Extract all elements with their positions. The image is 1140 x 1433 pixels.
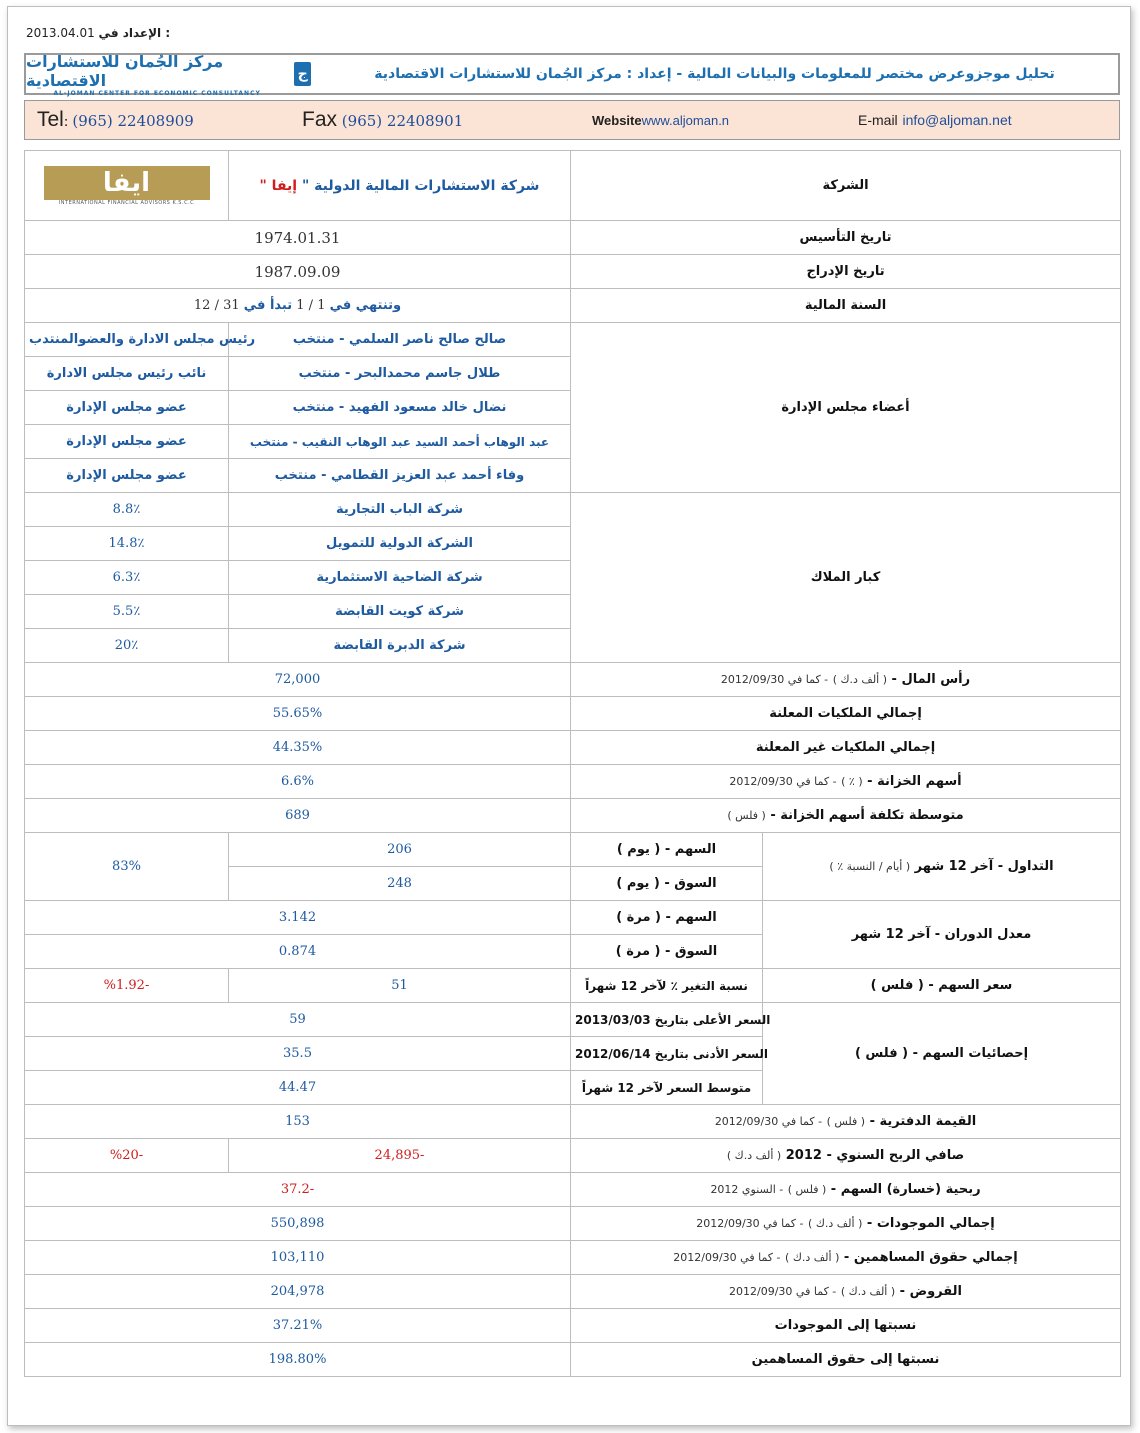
owner-pct: 20٪	[25, 629, 229, 663]
trading-stock-value: 206	[229, 833, 571, 867]
assets-row	[25, 1207, 1121, 1241]
trading-stock-label: السهم - ( يوم )	[571, 833, 763, 867]
fax-value: (965) 22408901	[341, 112, 464, 130]
company-label: الشركة	[571, 151, 1121, 221]
eps-value: 37.2-	[25, 1173, 571, 1207]
company-row	[25, 151, 1121, 221]
board-role: نائب رئيس مجلس الادارة	[25, 357, 229, 391]
trading-label-text: التداول - آخر 12 شهر	[914, 859, 1054, 874]
stats-high-label: السعر الأعلى بتاريخ 2013/03/03	[571, 1003, 763, 1037]
owner-name: شركة الضاحية الاستثمارية	[229, 561, 571, 595]
loans-equity-value: 198.80%	[25, 1343, 571, 1377]
treasury-cost-value: 689	[25, 799, 571, 833]
fy-mid: وتنتهي في	[329, 298, 402, 313]
net-profit-pct: %20-	[25, 1139, 229, 1173]
eps-asof: - السنوي 2012	[710, 1183, 784, 1196]
profit-label-text: صافي الربح السنوي - 2012	[785, 1148, 965, 1163]
aljoman-logo-icon: ج	[294, 62, 311, 86]
listed-value: 1987.09.09	[25, 255, 571, 289]
trading-market-label: السوق - ( يوم )	[571, 867, 763, 901]
book-asof: - كما في 2012/09/30	[714, 1115, 823, 1128]
treasury-unit: ( ٪ )	[841, 775, 863, 788]
stats-low-label: السعر الأدنى بتاريخ 2012/06/14	[571, 1037, 763, 1071]
board-role: عضو مجلس الإدارة	[25, 391, 229, 425]
board-label: أعضاء مجلس الإدارة	[571, 323, 1121, 493]
price-change-label: نسبة التغير ٪ لآخر 12 شهراً	[571, 969, 763, 1003]
loans-unit: ( ألف د.ك )	[840, 1285, 896, 1298]
turnover-row	[25, 901, 1121, 935]
price-row	[25, 969, 1121, 1003]
stats-label: إحصائيات السهم - ( فلس )	[763, 1003, 1121, 1105]
owner-name: شركة الدبرة القابضة	[229, 629, 571, 663]
equity-label: إجمالي حقوق المساهمين - ( ألف د.ك ) - كما في 2012/09/30	[571, 1241, 1121, 1275]
turnover-label: معدل الدوران - آخر 12 شهر	[763, 901, 1121, 969]
owner-pct: 8.8٪	[25, 493, 229, 527]
unlisted-ownership-row	[25, 731, 1121, 765]
trading-market-value: 248	[229, 867, 571, 901]
aljoman-logo-subtext: AL-JOMAN CENTER FOR ECONOMIC CONSULTANCY	[53, 89, 261, 97]
loans-assets-value: 37.21%	[25, 1309, 571, 1343]
board-role: رئيس مجلس الادارة والعضوالمنتدب	[25, 323, 229, 357]
fiscal-year-row	[25, 289, 1121, 323]
eps-label-text: ربحية (خسارة) السهم	[840, 1182, 981, 1197]
stats-low-value: 35.5	[25, 1037, 571, 1071]
board-member: نضال خالد مسعود الفهيد - منتخب	[229, 391, 571, 425]
board-role: عضو مجلس الإدارة	[25, 425, 229, 459]
stats-avg-label: متوسط السعر لآخر 12 شهراً	[571, 1071, 763, 1105]
turnover-market-label: السوق - ( مرة )	[571, 935, 763, 969]
trading-label	[763, 833, 1121, 901]
fiscal-year-value	[25, 289, 571, 323]
contact-bar	[24, 100, 1120, 140]
net-profit-row	[25, 1139, 1121, 1173]
board-member: وفاء أحمد عبد العزيز القطامي - منتخب	[229, 459, 571, 493]
treasury-cost-label: متوسطة تكلفة أسهم الخزانة - ( فلس )	[571, 799, 1121, 833]
loans-equity-label: نسبتها إلى حقوق المساهمين	[571, 1343, 1121, 1377]
book-unit: ( فلس )	[826, 1115, 866, 1128]
owners-label: كبار الملاك	[571, 493, 1121, 663]
listed-label: تاريخ الإدراج	[571, 255, 1121, 289]
price-change-value: %1.92-	[25, 969, 229, 1003]
assets-unit: ( ألف د.ك )	[808, 1217, 863, 1230]
contact-website[interactable]	[592, 111, 858, 129]
trading-ratio: 83%	[25, 833, 229, 901]
stats-row	[25, 1003, 1121, 1037]
capital-asof: - كما في 2012/09/30	[720, 673, 829, 686]
assets-value: 550,898	[25, 1207, 571, 1241]
price-label: سعر السهم - ( فلس )	[763, 969, 1121, 1003]
loans-label-text: القروض	[909, 1284, 962, 1299]
website-label: Website	[592, 113, 642, 128]
treasury-cost-row	[25, 799, 1121, 833]
board-row	[25, 323, 1121, 357]
header-bar	[24, 53, 1120, 95]
capital-unit: ( ألف د.ك )	[832, 673, 888, 686]
aljoman-logo-text: مركز الجُمان للاستشارات الاقتصادية	[26, 51, 224, 90]
prepared-label: الإعداد في :	[98, 26, 171, 40]
eps-unit: ( فلس )	[787, 1183, 827, 1196]
book-value-label: القيمة الدفترية - ( فلس ) - كما في 2012/09/30	[571, 1105, 1121, 1139]
tel-label: Tel	[37, 108, 64, 131]
founded-row	[25, 221, 1121, 255]
owner-name: شركة كويت القابضة	[229, 595, 571, 629]
book-value: 153	[25, 1105, 571, 1139]
owner-pct: 14.8٪	[25, 527, 229, 561]
board-member: عبد الوهاب أحمد السيد عبد الوهاب النقيب - منتخب	[229, 425, 571, 459]
header-title: تحليل موجزوعرض مختصر للمعلومات والبيانات المالية - إعداد : مركز الجُمان للاستشارات الاقتصادية	[374, 66, 1055, 82]
treasury-asof: - كما في 2012/09/30	[729, 775, 837, 788]
ifa-logo	[44, 161, 210, 211]
assets-asof: - كما في 2012/09/30	[696, 1217, 804, 1230]
board-member: طلال جاسم محمدالبحر - منتخب	[229, 357, 571, 391]
fiscal-year-label: السنة المالية	[571, 289, 1121, 323]
ifa-logo-glyph: ايفا	[44, 166, 210, 200]
founded-label: تاريخ التأسيس	[571, 221, 1121, 255]
company-name-cell	[229, 151, 571, 221]
contact-email[interactable]	[858, 111, 1012, 129]
contact-fax	[302, 108, 592, 132]
unlisted-ownership-label: إجمالي الملكيات غير المعلنة	[571, 731, 1121, 765]
owner-pct: 5.5٪	[25, 595, 229, 629]
eps-label: ربحية (خسارة) السهم - ( فلس ) - السنوي 2012	[571, 1173, 1121, 1207]
listed-ownership-value: 55.65%	[25, 697, 571, 731]
board-member: صالح صالح ناصر السلمي - منتخب	[229, 323, 571, 357]
turnover-stock-value: 3.142	[25, 901, 571, 935]
prepared-date-value: 2013.04.01	[26, 26, 95, 40]
treasury-cost-label-text: متوسطة تكلفة أسهم الخزانة	[780, 808, 964, 823]
fax-label: Fax	[302, 108, 338, 131]
equity-unit: ( ألف د.ك )	[785, 1251, 840, 1264]
eps-row	[25, 1173, 1121, 1207]
company-name	[260, 178, 540, 194]
company-logo-cell	[25, 151, 229, 221]
tel-value: (965) 22408909	[72, 112, 194, 130]
equity-row	[25, 1241, 1121, 1275]
contact-tel: Tel: (965) 22408909	[37, 108, 194, 131]
capital-label-text: رأس المال	[901, 672, 971, 687]
owner-row	[25, 493, 1121, 527]
capital-row	[25, 663, 1121, 697]
turnover-stock-label: السهم - ( مرة )	[571, 901, 763, 935]
book-label-text: القيمة الدفترية	[879, 1114, 977, 1129]
turnover-market-value: 0.874	[25, 935, 571, 969]
fy-end: 12 / 31	[193, 298, 240, 313]
capital-label: رأس المال - ( ألف د.ك ) - كما في 2012/09/30	[571, 663, 1121, 697]
aljoman-logo	[26, 51, 311, 97]
loans-assets-row	[25, 1309, 1121, 1343]
listed-ownership-label: إجمالي الملكيات المعلنة	[571, 697, 1121, 731]
company-profile-table	[24, 150, 1121, 1377]
unlisted-ownership-value: 44.35%	[25, 731, 571, 765]
email-link[interactable]: info@aljoman.net	[902, 112, 1012, 128]
board-role: عضو مجلس الإدارة	[25, 459, 229, 493]
treasury-row	[25, 765, 1121, 799]
listed-row	[25, 255, 1121, 289]
loans-equity-row	[25, 1343, 1121, 1377]
ifa-logo-text: INTERNATIONAL FINANCIAL ADVISORS K.S.C.C	[58, 199, 195, 206]
stats-high-value: 59	[25, 1003, 571, 1037]
equity-label-text: إجمالي حقوق المساهمين	[853, 1250, 1018, 1265]
owner-pct: 6.3٪	[25, 561, 229, 595]
founded-value: 1974.01.31	[25, 221, 571, 255]
fy-start: 1 / 1	[296, 298, 326, 313]
equity-value: 103,110	[25, 1241, 571, 1275]
capital-value: 72,000	[25, 663, 571, 697]
equity-asof: - كما في 2012/09/30	[673, 1251, 781, 1264]
stats-avg-value: 44.47	[25, 1071, 571, 1105]
owner-name: الشركة الدولية للتمويل	[229, 527, 571, 561]
loans-label: القروض - ( ألف د.ك ) - كما في 2012/09/30	[571, 1275, 1121, 1309]
net-profit-value: 24,895-	[229, 1139, 571, 1173]
fy-text: تبدأ في	[243, 298, 293, 313]
profit-unit: ( ألف د.ك )	[726, 1149, 782, 1162]
loans-assets-label: نسبتها إلى الموجودات	[571, 1309, 1121, 1343]
treasury-cost-unit: ( فلس )	[727, 809, 766, 822]
loans-value: 204,978	[25, 1275, 571, 1309]
treasury-label-text: أسهم الخزانة	[877, 774, 962, 789]
assets-label-text: إجمالي الموجودات	[876, 1216, 995, 1231]
email-label: E-mail	[858, 112, 898, 128]
assets-label: إجمالي الموجودات - ( ألف د.ك ) - كما في 2012/09/30	[571, 1207, 1121, 1241]
trading-unit: ( أيام / النسبة ٪ )	[829, 860, 911, 873]
loans-asof: - كما في 2012/09/30	[729, 1285, 837, 1298]
trading-row	[25, 833, 1121, 867]
treasury-label: أسهم الخزانة - ( ٪ ) - كما في 2012/09/30	[571, 765, 1121, 799]
listed-ownership-row	[25, 697, 1121, 731]
price-value: 51	[229, 969, 571, 1003]
treasury-value: 6.6%	[25, 765, 571, 799]
company-name-text: شركة الاستشارات المالية الدولية "	[301, 177, 540, 194]
company-short-name: إيفا "	[259, 177, 298, 194]
prepared-date	[26, 26, 170, 40]
website-link[interactable]: www.aljoman.n	[641, 113, 730, 128]
net-profit-label	[571, 1139, 1121, 1173]
book-value-row	[25, 1105, 1121, 1139]
owner-name: شركة الباب التجارية	[229, 493, 571, 527]
loans-row	[25, 1275, 1121, 1309]
